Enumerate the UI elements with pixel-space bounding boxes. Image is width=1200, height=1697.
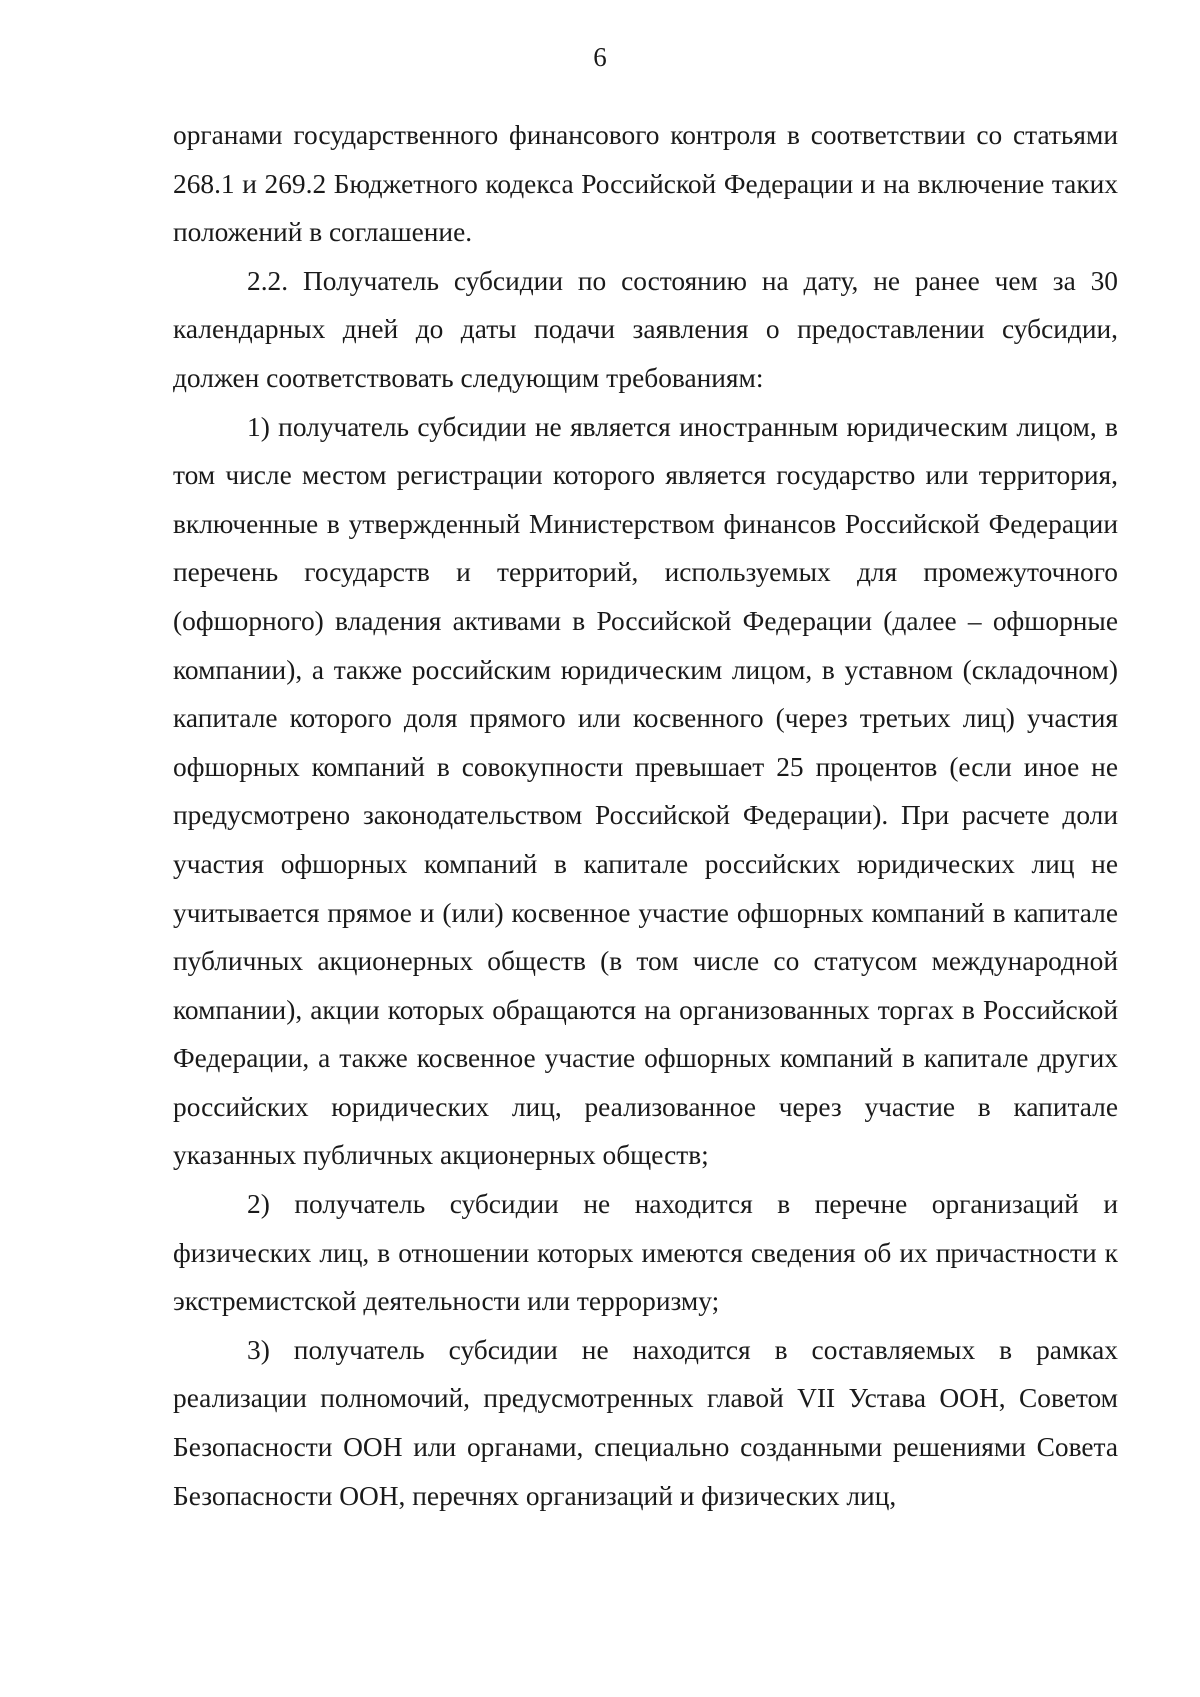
paragraph-requirement-3: 3) получатель субсидии не находится в составляемых в рамках реализации полномочий, предусмотренных главой VII Устава ООН, Советом Безопасности ООН или органами, специально созданными решениями Совета Безопасности ООН, перечнях организаций и физических лиц, bbox=[173, 1334, 1118, 1511]
paragraph-requirement-1: 1) получатель субсидии не является иностранным юридическим лицом, в том числе местом регистрации которого является государство или территория, включенные в утвержденный Министерством финансов Российской Федерации перечень государств и территорий, используемых для промежуточного (офшорного) владения активами в Российской Федерации (далее – офшорные компании), а также российским юридическим лицом, в уставном (складочном) капитале которого доля прямого или косвенного (через третьих лиц) участия офшорных компаний в совокупности превышает 25 процентов (если иное не предусмотрено законодательством Российской Федерации). При расчете доли участия офшорных компаний в капитале российских юридических лиц не учитывается прямое и (или) косвенное участие офшорных компаний в капитале публичных акционерных обществ (в том числе со статусом международной компании), акции которых обращаются на организованных торгах в Российской Федерации, а также косвенное участие офшорных компаний в капитале других российских юридических лиц, реализованное через участие в капитале указанных публичных акционерных обществ; bbox=[173, 411, 1118, 1171]
paragraph-requirement-2: 2) получатель субсидии не находится в перечне организаций и физических лиц, в отношении которых имеются сведения об их причастности к экстремистской деятельности или терроризму; bbox=[173, 1189, 1118, 1317]
page-number: 6 bbox=[593, 42, 607, 72]
paragraph-section-2-2: 2.2. Получатель субсидии по состоянию на дату, не ранее чем за 30 календарных дней до даты подачи заявления о предоставлении субсидии, должен соответствовать следующим требованиям: bbox=[173, 265, 1118, 393]
paragraph-continuation: органами государственного финансового контроля в соответствии со статьями 268.1 и 269.2 Бюджетного кодекса Российской Федерации и на включение таких положений в соглашение. bbox=[173, 120, 1118, 248]
document-body bbox=[173, 111, 1118, 1520]
